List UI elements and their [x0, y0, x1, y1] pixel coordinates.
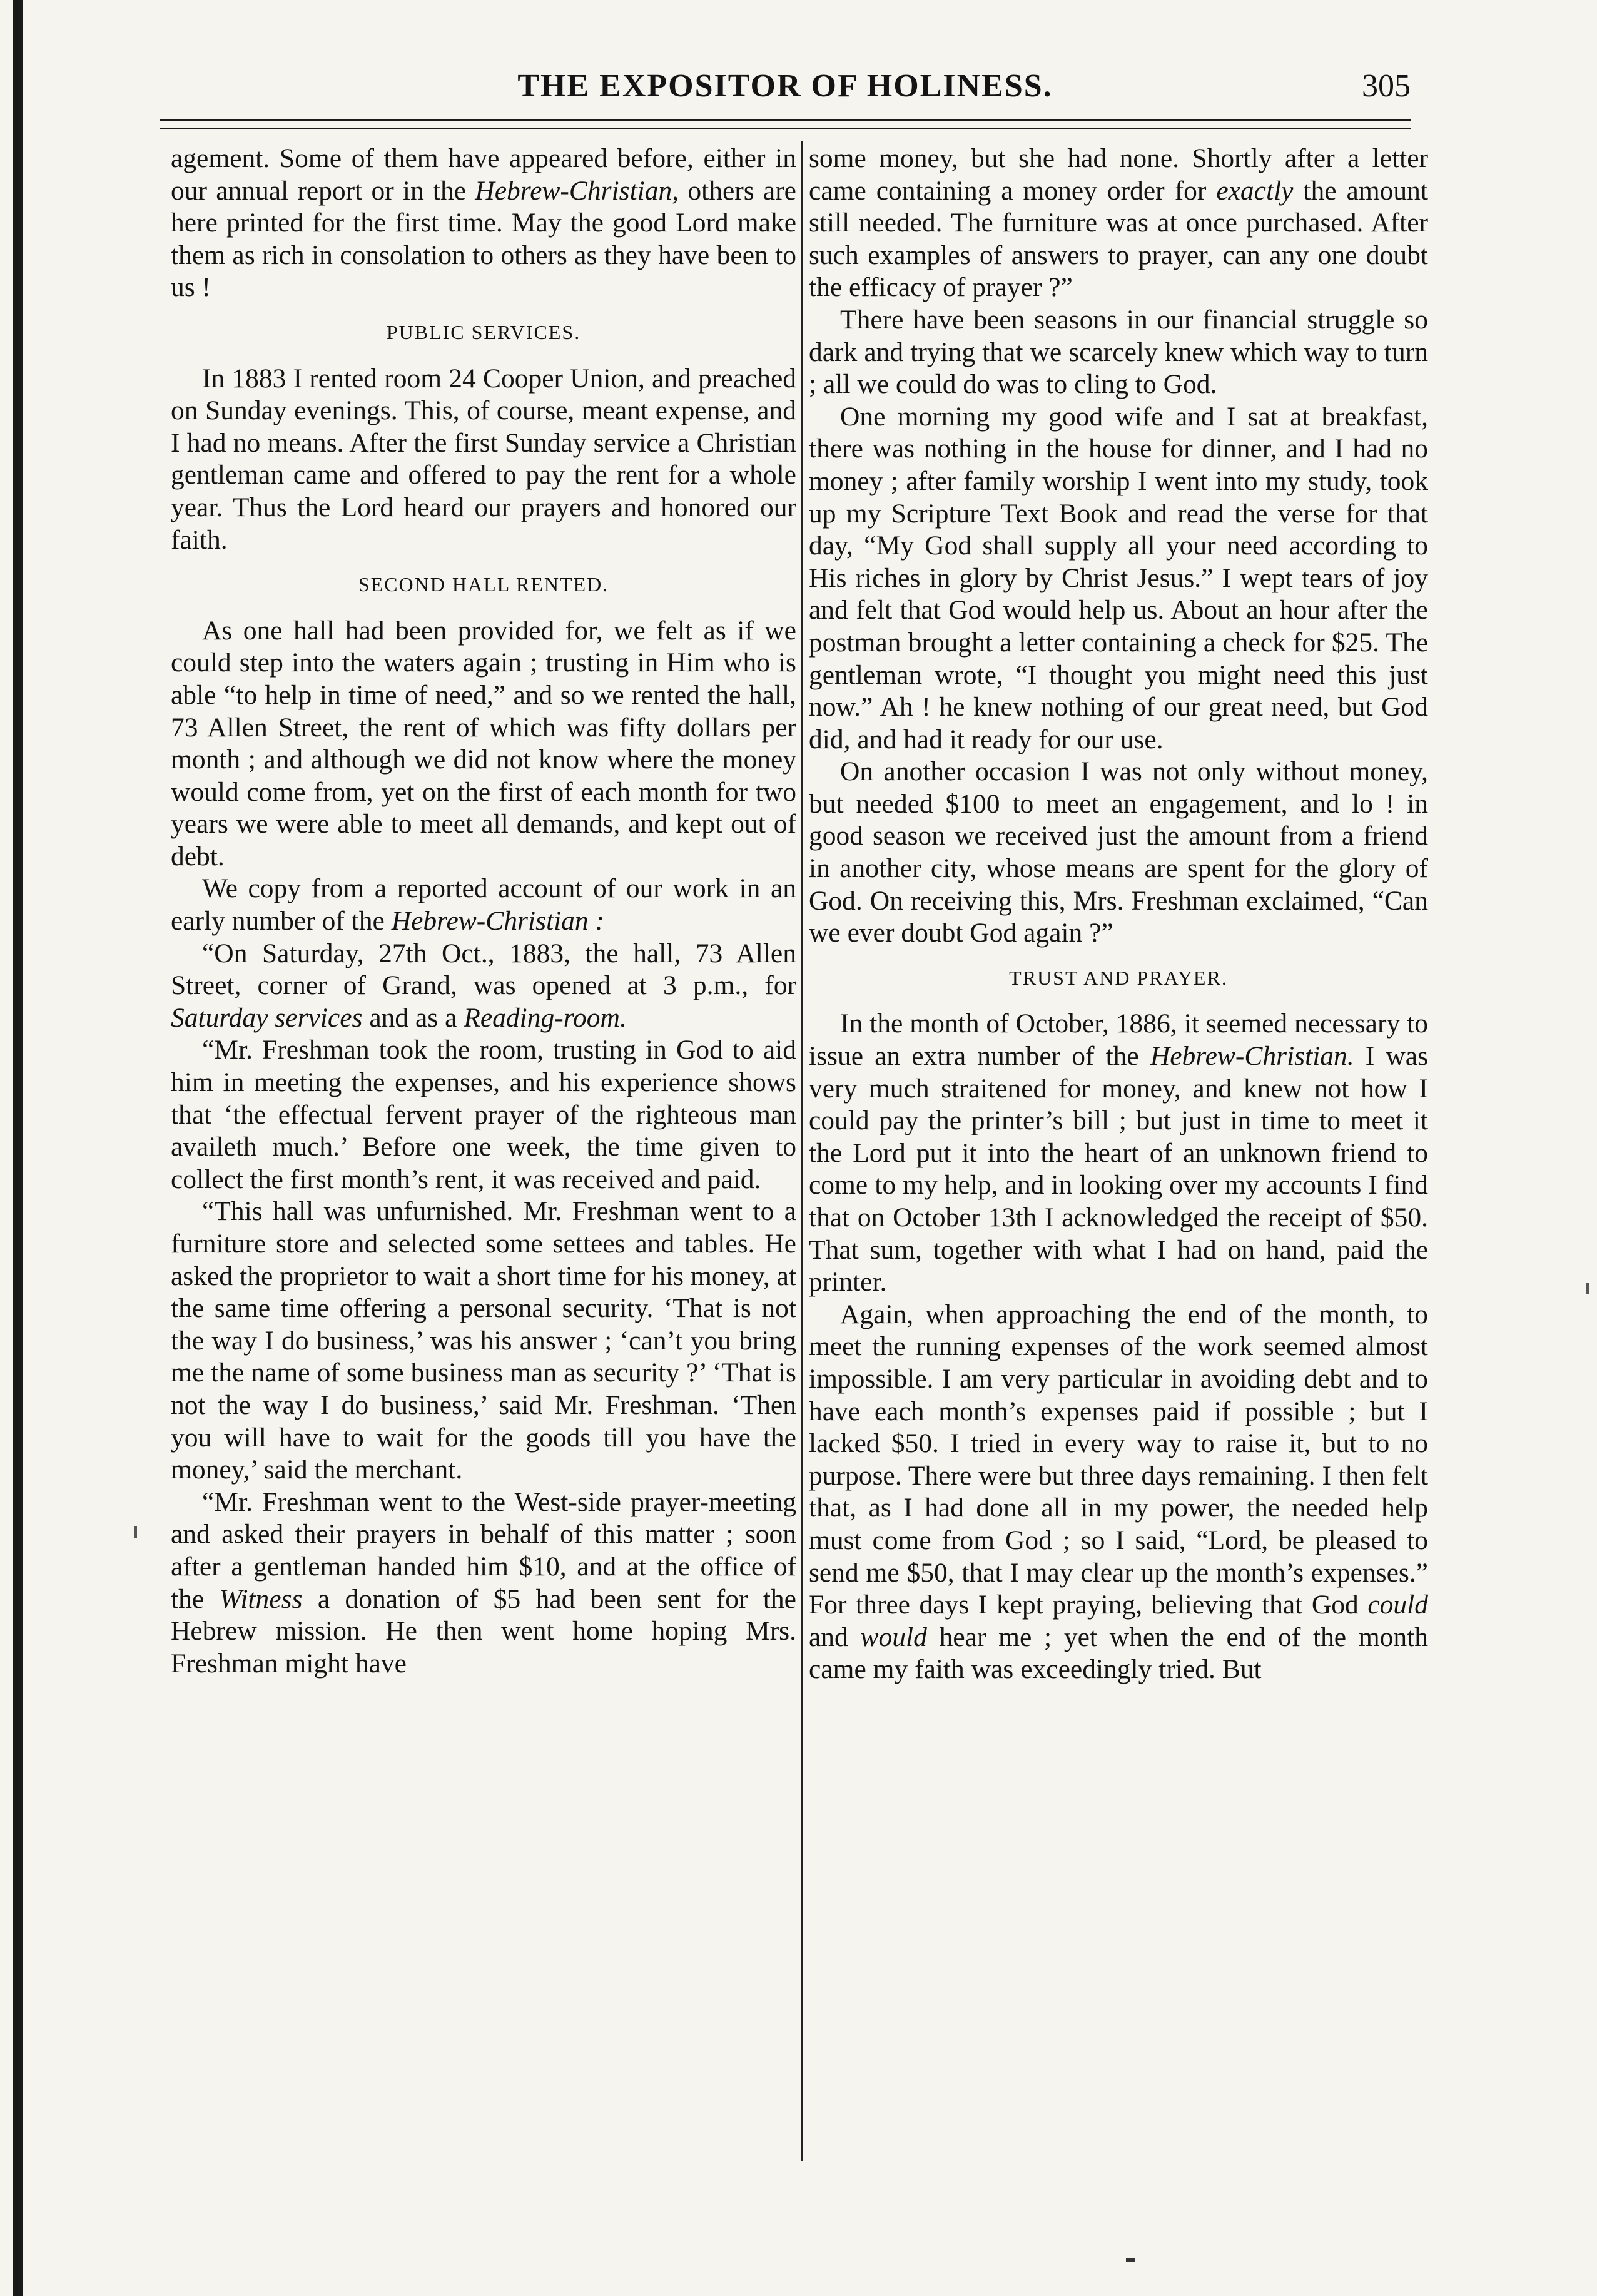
paragraph: There have been seasons in our financial struggle so dark and trying that we scarcely knew which way to turn ; all we could do was to cling to God. [809, 304, 1428, 400]
text-run: and as a [362, 1002, 464, 1033]
italic-run: Hebrew-Christian, [475, 175, 679, 206]
margin-speck [134, 1526, 137, 1538]
left-column [171, 143, 796, 1680]
paragraph [809, 143, 1428, 304]
italic-run: would [860, 1622, 927, 1652]
paragraph: In 1883 I rented room 24 Cooper Union, and preached on Sunday evenings. This, of course, meant expense, and I had no means. After the first Sunday service a Christian gentleman came and offered to pay the rent for a whole year. Thus the Lord heard our prayers and honored our faith. [171, 363, 796, 555]
italic-run: could [1367, 1590, 1428, 1620]
margin-speck [1586, 1283, 1589, 1294]
section-heading: SECOND HALL RENTED. [358, 573, 609, 596]
header-rule [160, 119, 1411, 121]
text-run: and [809, 1622, 861, 1652]
paragraph: On another occasion I was not only without money, but needed $100 to meet an engagement, and lo ! in good season we received just the amount from a friend in another city, whose means are spent for the glory of God. On receiving this, Mrs. Freshman exclaimed, “Can we ever doubt God again ?” [809, 756, 1428, 948]
running-title: THE EXPOSITOR OF HOLINESS. [517, 68, 1053, 104]
italic-run: Witness [219, 1583, 303, 1614]
page-number: 305 [1362, 68, 1411, 104]
paragraph [809, 1008, 1428, 1298]
text-run: some money, but she had none. Shortly after a letter came containing a money order for [809, 143, 1428, 206]
text-run: “On Saturday, 27th Oct., 1883, the hall, 73 Allen Street, corner of Grand, was opened at 3 p.m., for [171, 938, 796, 1001]
paragraph: One morning my good wife and I sat at breakfast, there was nothing in the house for dinner, and I had no money ; after family worship I went into my study, took up my Scripture Text Book and read the verse for that day, “My God shall supply all your need according to His riches in glory by Christ Jesus.” I wept tears of joy and felt that God would help us. About an hour after the postman brought a letter containing a check for $25. The gentleman wrote, “I thought you might need this just now.” Ah ! he knew nothing of our great need, but God did, and had it ready for our use. [809, 401, 1428, 754]
text-run: the amount still needed. The furniture was at once purchased. After such examples of answers to prayer, can any one doubt the efficacy of prayer ?” [809, 175, 1428, 303]
bottom-speck [1126, 2258, 1135, 2262]
text-run: others are here printed for the first time. May the good Lord make them as rich in consolation to others as they have been to us ! [171, 175, 796, 303]
italic-run: Hebrew-Christian. [1150, 1041, 1354, 1072]
text-run: “Mr. Freshman went to the West-side prayer-meeting and asked their prayers in behalf of this matter ; soon after a gentleman handed him $10, and at the office of the [171, 1486, 796, 1614]
paragraph [171, 1486, 796, 1680]
italic-run: exactly [1216, 175, 1294, 206]
paragraph [171, 938, 796, 1035]
paragraph: “This hall was unfurnished. Mr. Freshman went to a furniture store and selected some settees and tables. He asked the proprietor to wait a short time for his money, at the same time offering a personal security. ‘That is not the way I do business,’ was his answer ; ‘can’t you bring me the name of some business man as security ?’ ‘That is not the way I do business,’ said Mr. Freshman. ‘Then you will have to wait for the goods till you have the money,’ said the merchant. [171, 1196, 796, 1485]
paragraph: As one hall had been provided for, we felt as if we could step into the waters again ; trusting in Him who is able “to help in time of need,” and so we rented the hall, 73 Allen Street, the rent of which was fifty dollars per month ; and although we did not know where the money would come from, yet on the first of each month for two years we were able to meet all demands, and kept out of debt. [171, 615, 796, 871]
right-column [809, 143, 1428, 1686]
running-header [160, 68, 1411, 124]
paragraph: “Mr. Freshman took the room, trusting in God to aid him in meeting the expenses, and his experience shows that ‘the effectual fervent prayer of the righteous man availeth much.’ Before one week, the time given to collect the first month’s rent, it was received and paid. [171, 1035, 796, 1194]
text-run: Again, when approaching the end of the month, to meet the running expenses of the work seemed almost impossible. I am very particular in avoiding debt and to have each month’s expenses paid if possible ; but I lacked $50. I tried in every way to raise it, but to no purpose. There were but three days remaining. I then felt that, as I had done all in my power, the needed help must come from God ; so I said, “Lord, be pleased to send me $50, that I may clear up the month’s expenses.” For three days I kept praying, believing that God [809, 1299, 1428, 1620]
italic-run: Reading-room. [464, 1002, 627, 1033]
binding-edge [13, 0, 23, 2296]
header-rule-thin [160, 128, 1411, 129]
paragraph [171, 873, 796, 937]
italic-run: Saturday services [171, 1002, 363, 1033]
text-run: In the month of October, 1886, it seemed necessary to issue an extra number of the [809, 1008, 1428, 1072]
paragraph [171, 143, 796, 304]
text-run: We copy from a reported account of our work in an early number of the [171, 873, 796, 937]
text-run: hear me ; yet when the end of the month came my faith was exceedingly tried. But [809, 1622, 1428, 1685]
text-run: agement. Some of them have appeared before, either in our annual report or in the [171, 143, 796, 206]
text-run: a donation of $5 had been sent for the Hebrew mission. He then went home hoping Mrs. Freshman might have [171, 1583, 796, 1679]
text-run: I was very much straitened for money, and knew not how I could pay the printer’s bill ; but just in time to meet it the Lord put it into the heart of an unknown friend to come to my help, and in looking over my accounts I find that on October 13th I acknowledged the receipt of $50. That sum, together with what I had on hand, paid the printer. [809, 1041, 1428, 1298]
column-divider [801, 141, 803, 2161]
section-heading: PUBLIC SERVICES. [386, 320, 581, 343]
paragraph [809, 1299, 1428, 1686]
section-heading: TRUST AND PRAYER. [1009, 966, 1228, 989]
italic-run: Hebrew-Christian : [391, 906, 605, 937]
